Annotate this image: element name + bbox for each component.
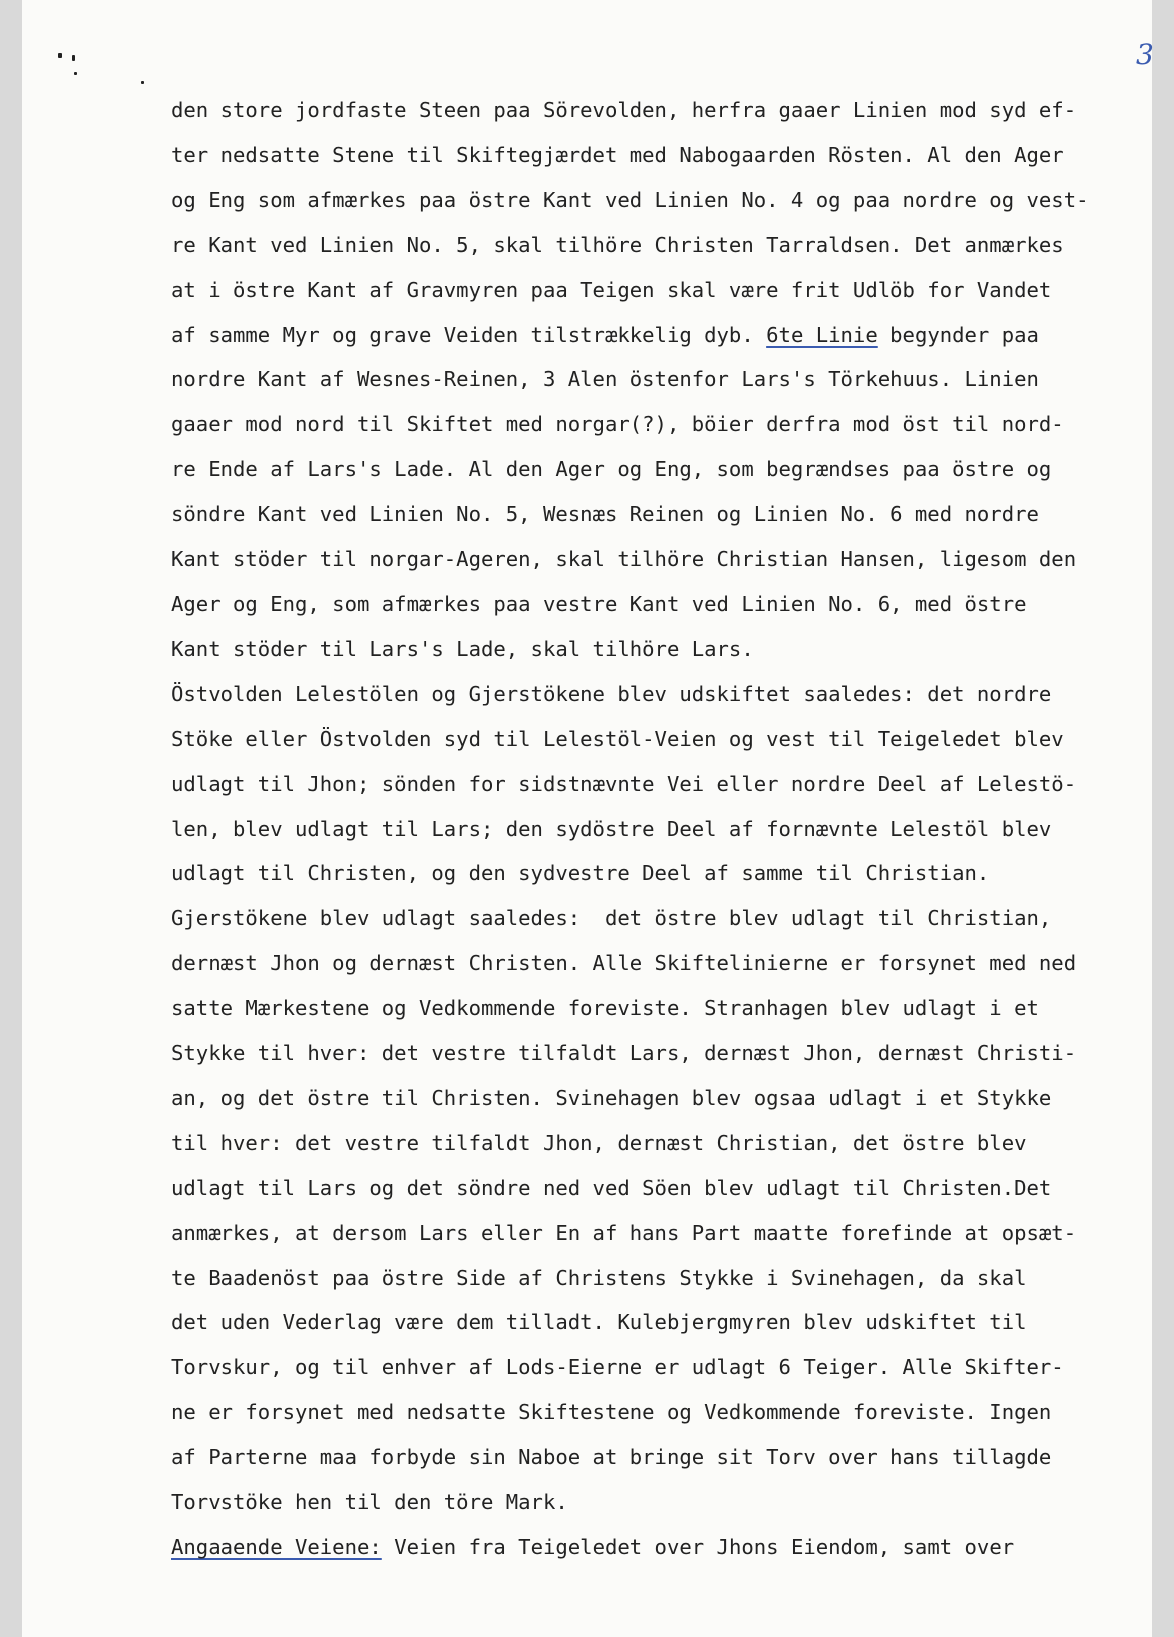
text-line: ter nedsatte Stene til Skiftegjærdet med Nabogaarden Rösten. Al den Ager xyxy=(171,142,1064,167)
text-line: re Ende af Lars's Lade. Al den Ager og Eng, som begrændses paa östre og xyxy=(171,457,1052,482)
text-line: Stöke eller Östvolden syd til Lelestöl-Veien og vest til Teigeledet blev xyxy=(171,726,1064,751)
text-line: Torvskur, og til enhver af Lods-Eierne er udlagt 6 Teiger. Alle Skifter- xyxy=(171,1355,1064,1380)
text-line: re Kant ved Linien No. 5, skal tilhöre Christen Tarraldsen. Det anmærkes xyxy=(171,232,1064,257)
text-line-segment: af samme Myr og grave Veiden tilstrækkelig dyb. xyxy=(171,322,754,347)
text-line: ne er forsynet med nedsatte Skiftestene og Vedkommende foreviste. Ingen xyxy=(171,1400,1052,1425)
text-line xyxy=(171,1525,1171,1570)
text-line: at i östre Kant af Gravmyren paa Teigen skal være frit Udlöb for Vandet xyxy=(171,277,1052,302)
text-line: gaaer mod nord til Skiftet med norgar(?), böier derfra mod öst til nord- xyxy=(171,412,1064,437)
underlined-heading: Angaaende Veiene: xyxy=(171,1535,382,1559)
text-line: Ager og Eng, som afmærkes paa vestre Kant ved Linien No. 6, med östre xyxy=(171,591,1027,616)
text-line: dernæst Jhon og dernæst Christen. Alle Skiftelinierne er forsynet med ned xyxy=(171,951,1077,976)
text-line: Gjerstökene blev udlagt saaledes: det östre blev udlagt til Christian, xyxy=(171,906,1052,931)
text-line: Torvstöke hen til den töre Mark. xyxy=(171,1490,568,1515)
document-page xyxy=(22,0,1152,1637)
underlined-heading: 6te Linie xyxy=(766,322,878,347)
text-line: udlagt til Jhon; sönden for sidstnævnte Vei eller nordre Deel af Lelestö- xyxy=(171,771,1077,796)
text-line: og Eng som afmærkes paa östre Kant ved Linien No. 4 og paa nordre og vest- xyxy=(171,187,1089,212)
text-line-segment: Veien fra Teigeledet over Jhons Eiendom, samt over xyxy=(394,1535,1015,1559)
text-line: Stykke til hver: det vestre tilfaldt Lars, dernæst Jhon, dernæst Christi- xyxy=(171,1041,1077,1066)
text-line: Östvolden Lelestölen og Gjerstökene blev udskiftet saaledes: det nordre xyxy=(171,681,1052,706)
text-line: te Baadenöst paa östre Side af Christens Stykke i Svinehagen, da skal xyxy=(171,1265,1027,1290)
text-line xyxy=(171,313,1171,358)
text-line: Kant stöder til norgar-Ageren, skal tilhöre Christian Hansen, ligesom den xyxy=(171,547,1077,572)
punch-hole-mark xyxy=(74,72,77,75)
text-line: af Parterne maa forbyde sin Naboe at bringe sit Torv over hans tillagde xyxy=(171,1445,1052,1470)
text-line: Kant stöder til Lars's Lade, skal tilhöre Lars. xyxy=(171,636,754,661)
text-line: nordre Kant af Wesnes-Reinen, 3 Alen östenfor Lars's Törkehuus. Linien xyxy=(171,367,1039,392)
punch-hole-mark xyxy=(141,81,144,84)
text-line-segment: begynder paa xyxy=(890,322,1039,347)
text-line: det uden Vederlag være dem tilladt. Kulebjergmyren blev udskiftet til xyxy=(171,1310,1027,1335)
text-line: söndre Kant ved Linien No. 5, Wesnæs Reinen og Linien No. 6 med nordre xyxy=(171,502,1039,527)
typed-document-body xyxy=(171,88,1171,1570)
text-line: til hver: det vestre tilfaldt Jhon, dernæst Christian, det östre blev xyxy=(171,1130,1027,1155)
text-line: satte Mærkestene og Vedkommende foreviste. Stranhagen blev udlagt i et xyxy=(171,996,1039,1021)
text-line: udlagt til Lars og det söndre ned ved Söen blev udlagt til Christen.Det xyxy=(171,1175,1052,1200)
text-line: den store jordfaste Steen paa Sörevolden, herfra gaaer Linien mod syd ef- xyxy=(171,98,1077,122)
text-line: anmærkes, at dersom Lars eller En af hans Part maatte forefinde at opsæt- xyxy=(171,1220,1077,1245)
punch-hole-mark xyxy=(72,55,75,61)
page-number: 3 xyxy=(1136,38,1154,71)
punch-hole-mark xyxy=(58,53,62,58)
text-line: udlagt til Christen, og den sydvestre Deel af samme til Christian. xyxy=(171,861,990,886)
text-line: len, blev udlagt til Lars; den sydöstre Deel af fornævnte Lelestöl blev xyxy=(171,816,1052,841)
text-line: an, og det östre til Christen. Svinehagen blev ogsaa udlagt i et Stykke xyxy=(171,1085,1052,1110)
